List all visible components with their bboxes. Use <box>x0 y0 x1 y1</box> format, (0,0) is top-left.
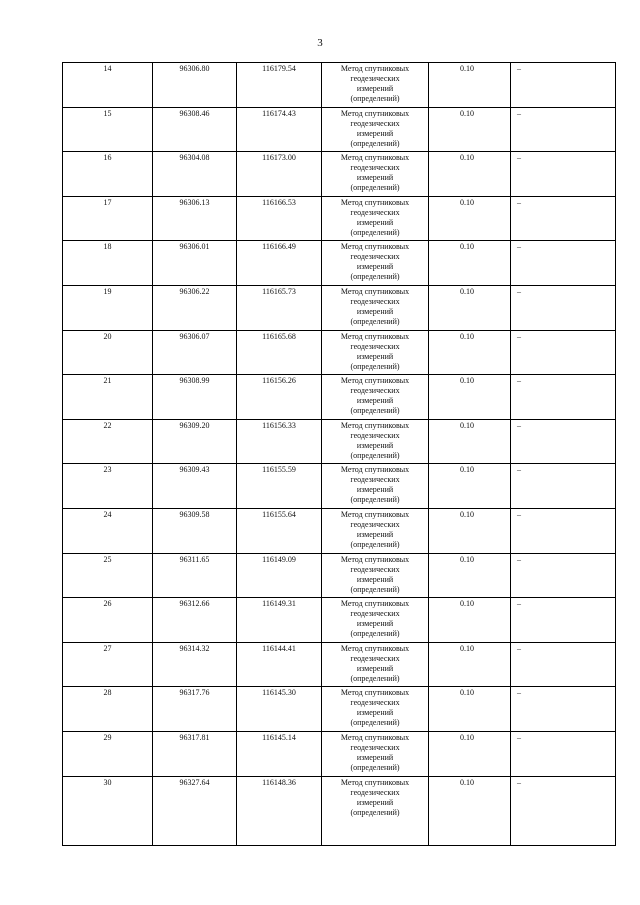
table-row <box>63 687 616 732</box>
description-cell <box>511 63 616 108</box>
description-cell <box>511 776 616 845</box>
coordinate-y-text: 116156.33 <box>262 420 296 430</box>
method-cell <box>322 464 429 509</box>
coordinate-y-text: 116166.49 <box>262 242 296 252</box>
description-text: – <box>517 286 521 296</box>
method-cell <box>322 419 429 464</box>
coordinates-table <box>62 62 616 846</box>
description-cell <box>511 375 616 420</box>
method-text: Метод спутниковых геодезических измерений (определений) <box>340 599 410 639</box>
coordinate-x-text: 96308.46 <box>179 108 210 118</box>
coordinate-y-cell <box>237 776 322 845</box>
coordinate-y-cell <box>237 464 322 509</box>
description-cell <box>511 330 616 375</box>
coordinate-x-cell <box>153 419 237 464</box>
description-text: – <box>517 242 521 252</box>
table-row <box>63 553 616 598</box>
point-number-text: 22 <box>103 420 112 430</box>
coordinate-x-text: 96306.80 <box>179 64 210 73</box>
coordinate-y-text: 116166.53 <box>262 197 296 207</box>
description-text: – <box>517 509 521 519</box>
description-cell <box>511 642 616 687</box>
coordinate-x-cell <box>153 508 237 553</box>
description-text: – <box>517 420 521 430</box>
accuracy-text: 0.10 <box>460 153 474 163</box>
method-cell <box>322 63 429 108</box>
accuracy-text: 0.10 <box>460 331 474 341</box>
accuracy-text: 0.10 <box>460 732 474 742</box>
coordinates-table-body <box>63 63 616 846</box>
method-cell <box>322 375 429 420</box>
accuracy-cell <box>429 285 511 330</box>
table-row <box>63 375 616 420</box>
table-row <box>63 152 616 197</box>
description-text: – <box>517 554 521 564</box>
point-number-text: 24 <box>103 509 112 519</box>
point-number-text: 17 <box>103 197 112 207</box>
table-row <box>63 776 616 845</box>
method-text: Метод спутниковых геодезических измерений (определений) <box>340 732 410 772</box>
accuracy-cell <box>429 642 511 687</box>
description-text: – <box>517 465 521 475</box>
accuracy-cell <box>429 419 511 464</box>
accuracy-cell <box>429 687 511 732</box>
point-number-cell <box>63 642 153 687</box>
description-cell <box>511 687 616 732</box>
coordinate-y-text: 116155.59 <box>262 465 296 475</box>
coordinate-y-text: 116174.43 <box>262 108 296 118</box>
accuracy-cell <box>429 464 511 509</box>
method-text: Метод спутниковых геодезических измерений (определений) <box>340 153 410 193</box>
method-cell <box>322 285 429 330</box>
point-number-text: 27 <box>103 643 112 653</box>
description-cell <box>511 598 616 643</box>
coordinate-y-text: 116148.36 <box>262 777 296 787</box>
point-number-text: 14 <box>103 64 112 73</box>
method-text: Метод спутниковых геодезических измерений (определений) <box>340 376 410 416</box>
coordinate-x-cell <box>153 375 237 420</box>
table-row <box>63 241 616 286</box>
description-text: – <box>517 153 521 163</box>
coordinate-y-cell <box>237 285 322 330</box>
coordinate-y-text: 116145.30 <box>262 688 296 698</box>
method-text: Метод спутниковых геодезических измерений (определений) <box>340 554 410 594</box>
point-number-cell <box>63 107 153 152</box>
coordinate-x-text: 96309.58 <box>179 509 210 519</box>
point-number-cell <box>63 687 153 732</box>
accuracy-text: 0.10 <box>460 420 474 430</box>
accuracy-text: 0.10 <box>460 197 474 207</box>
accuracy-cell <box>429 375 511 420</box>
method-text: Метод спутниковых геодезических измерений (определений) <box>340 242 410 282</box>
coordinate-x-cell <box>153 241 237 286</box>
coordinate-x-cell <box>153 598 237 643</box>
method-text: Метод спутниковых геодезических измерений (определений) <box>340 420 410 460</box>
coordinate-x-cell <box>153 330 237 375</box>
coordinate-y-cell <box>237 598 322 643</box>
method-text: Метод спутниковых геодезических измерений (определений) <box>340 108 410 148</box>
table-row <box>63 419 616 464</box>
table-row <box>63 508 616 553</box>
point-number-cell <box>63 375 153 420</box>
point-number-text: 29 <box>103 732 112 742</box>
method-cell <box>322 598 429 643</box>
accuracy-cell <box>429 241 511 286</box>
description-cell <box>511 107 616 152</box>
accuracy-cell <box>429 776 511 845</box>
accuracy-cell <box>429 508 511 553</box>
accuracy-cell <box>429 553 511 598</box>
accuracy-cell <box>429 731 511 776</box>
description-cell <box>511 553 616 598</box>
coordinate-y-cell <box>237 375 322 420</box>
coordinate-y-text: 116155.64 <box>262 509 296 519</box>
coordinate-x-cell <box>153 687 237 732</box>
page-number: 3 <box>317 37 323 49</box>
coordinate-y-cell <box>237 731 322 776</box>
coordinate-x-text: 96306.07 <box>179 331 210 341</box>
coordinate-x-cell <box>153 731 237 776</box>
method-cell <box>322 731 429 776</box>
method-cell <box>322 642 429 687</box>
description-cell <box>511 152 616 197</box>
method-text: Метод спутниковых геодезических измерений (определений) <box>340 688 410 728</box>
description-cell <box>511 196 616 241</box>
point-number-cell <box>63 598 153 643</box>
coordinate-y-cell <box>237 152 322 197</box>
coordinate-y-cell <box>237 642 322 687</box>
table-row <box>63 642 616 687</box>
point-number-cell <box>63 330 153 375</box>
point-number-text: 15 <box>103 108 112 118</box>
coordinate-x-text: 96311.65 <box>179 554 210 564</box>
description-cell <box>511 464 616 509</box>
point-number-cell <box>63 285 153 330</box>
method-cell <box>322 196 429 241</box>
accuracy-cell <box>429 196 511 241</box>
point-number-text: 30 <box>103 777 112 787</box>
description-cell <box>511 241 616 286</box>
description-text: – <box>517 108 521 118</box>
accuracy-cell <box>429 152 511 197</box>
description-text: – <box>517 64 521 73</box>
description-cell <box>511 508 616 553</box>
point-number-text: 20 <box>103 331 112 341</box>
table-row <box>63 598 616 643</box>
point-number-cell <box>63 152 153 197</box>
accuracy-text: 0.10 <box>460 509 474 519</box>
coordinate-x-cell <box>153 285 237 330</box>
coordinate-x-cell <box>153 63 237 108</box>
point-number-cell <box>63 508 153 553</box>
table-row <box>63 63 616 108</box>
accuracy-cell <box>429 63 511 108</box>
accuracy-cell <box>429 330 511 375</box>
coordinate-y-text: 116144.41 <box>262 643 296 653</box>
coordinate-y-text: 116149.09 <box>262 554 296 564</box>
method-cell <box>322 241 429 286</box>
method-cell <box>322 687 429 732</box>
coordinate-y-cell <box>237 330 322 375</box>
coordinate-y-cell <box>237 419 322 464</box>
accuracy-text: 0.10 <box>460 286 474 296</box>
coordinate-x-cell <box>153 464 237 509</box>
description-text: – <box>517 688 521 698</box>
method-cell <box>322 776 429 845</box>
method-text: Метод спутниковых геодезических измерений (определений) <box>340 286 410 326</box>
point-number-cell <box>63 553 153 598</box>
accuracy-text: 0.10 <box>460 108 474 118</box>
accuracy-text: 0.10 <box>460 688 474 698</box>
table-row <box>63 196 616 241</box>
coordinate-y-text: 116145.14 <box>262 732 296 742</box>
coordinate-x-text: 96308.99 <box>179 376 210 386</box>
method-text: Метод спутниковых геодезических измерений (определений) <box>340 465 410 505</box>
table-row <box>63 107 616 152</box>
point-number-text: 18 <box>103 242 112 252</box>
coordinate-x-cell <box>153 776 237 845</box>
description-text: – <box>517 732 521 742</box>
coordinate-x-cell <box>153 107 237 152</box>
coordinate-y-cell <box>237 107 322 152</box>
coordinate-x-text: 96309.43 <box>179 465 210 475</box>
coordinate-y-cell <box>237 196 322 241</box>
method-text: Метод спутниковых геодезических измерений (определений) <box>340 197 410 237</box>
coordinate-x-text: 96317.76 <box>179 688 210 698</box>
description-text: – <box>517 197 521 207</box>
description-cell <box>511 419 616 464</box>
table-row <box>63 731 616 776</box>
point-number-cell <box>63 731 153 776</box>
method-cell <box>322 330 429 375</box>
point-number-cell <box>63 63 153 108</box>
method-text: Метод спутниковых геодезических измерений (определений) <box>340 509 410 549</box>
point-number-text: 26 <box>103 599 112 609</box>
method-cell <box>322 107 429 152</box>
method-cell <box>322 508 429 553</box>
coordinate-x-cell <box>153 642 237 687</box>
accuracy-text: 0.10 <box>460 64 474 73</box>
coordinate-x-cell <box>153 152 237 197</box>
point-number-cell <box>63 464 153 509</box>
coordinate-y-text: 116165.68 <box>262 331 296 341</box>
description-text: – <box>517 599 521 609</box>
description-text: – <box>517 331 521 341</box>
description-text: – <box>517 643 521 653</box>
point-number-text: 16 <box>103 153 112 163</box>
coordinate-y-text: 116179.54 <box>262 64 296 73</box>
coordinate-x-cell <box>153 553 237 598</box>
point-number-text: 25 <box>103 554 112 564</box>
description-text: – <box>517 376 521 386</box>
method-cell <box>322 553 429 598</box>
accuracy-cell <box>429 598 511 643</box>
method-cell <box>322 152 429 197</box>
point-number-cell <box>63 776 153 845</box>
coordinate-x-text: 96306.22 <box>179 286 210 296</box>
coordinate-x-text: 96304.08 <box>179 153 210 163</box>
point-number-cell <box>63 419 153 464</box>
method-text: Метод спутниковых геодезических измерений (определений) <box>340 64 410 103</box>
coordinate-y-cell <box>237 241 322 286</box>
point-number-cell <box>63 196 153 241</box>
accuracy-text: 0.10 <box>460 777 474 787</box>
description-cell <box>511 731 616 776</box>
accuracy-text: 0.10 <box>460 643 474 653</box>
coordinate-x-text: 96312.66 <box>179 599 210 609</box>
coordinate-y-text: 116173.00 <box>262 153 296 163</box>
description-text: – <box>517 777 521 787</box>
accuracy-cell <box>429 107 511 152</box>
accuracy-text: 0.10 <box>460 554 474 564</box>
method-text: Метод спутниковых геодезических измерений (определений) <box>340 777 410 817</box>
description-cell <box>511 285 616 330</box>
coordinate-y-text: 116149.31 <box>262 599 296 609</box>
point-number-text: 19 <box>103 286 112 296</box>
coordinate-x-text: 96309.20 <box>179 420 210 430</box>
table-row <box>63 285 616 330</box>
coordinate-x-text: 96314.32 <box>179 643 210 653</box>
table-row <box>63 464 616 509</box>
coordinate-y-cell <box>237 508 322 553</box>
accuracy-text: 0.10 <box>460 599 474 609</box>
method-text: Метод спутниковых геодезических измерений (определений) <box>340 331 410 371</box>
method-text: Метод спутниковых геодезических измерений (определений) <box>340 643 410 683</box>
accuracy-text: 0.10 <box>460 465 474 475</box>
point-number-cell <box>63 241 153 286</box>
coordinate-x-text: 96327.64 <box>179 777 210 787</box>
coordinate-y-cell <box>237 63 322 108</box>
accuracy-text: 0.10 <box>460 242 474 252</box>
coordinate-x-cell <box>153 196 237 241</box>
coordinate-y-text: 116165.73 <box>262 286 296 296</box>
point-number-text: 21 <box>103 376 112 386</box>
coordinate-x-text: 96306.01 <box>179 242 210 252</box>
accuracy-text: 0.10 <box>460 376 474 386</box>
coordinate-x-text: 96306.13 <box>179 197 210 207</box>
coordinate-y-cell <box>237 553 322 598</box>
coordinate-x-text: 96317.81 <box>179 732 210 742</box>
coordinate-y-cell <box>237 687 322 732</box>
table-row <box>63 330 616 375</box>
point-number-text: 28 <box>103 688 112 698</box>
point-number-text: 23 <box>103 465 112 475</box>
coordinate-y-text: 116156.26 <box>262 376 296 386</box>
